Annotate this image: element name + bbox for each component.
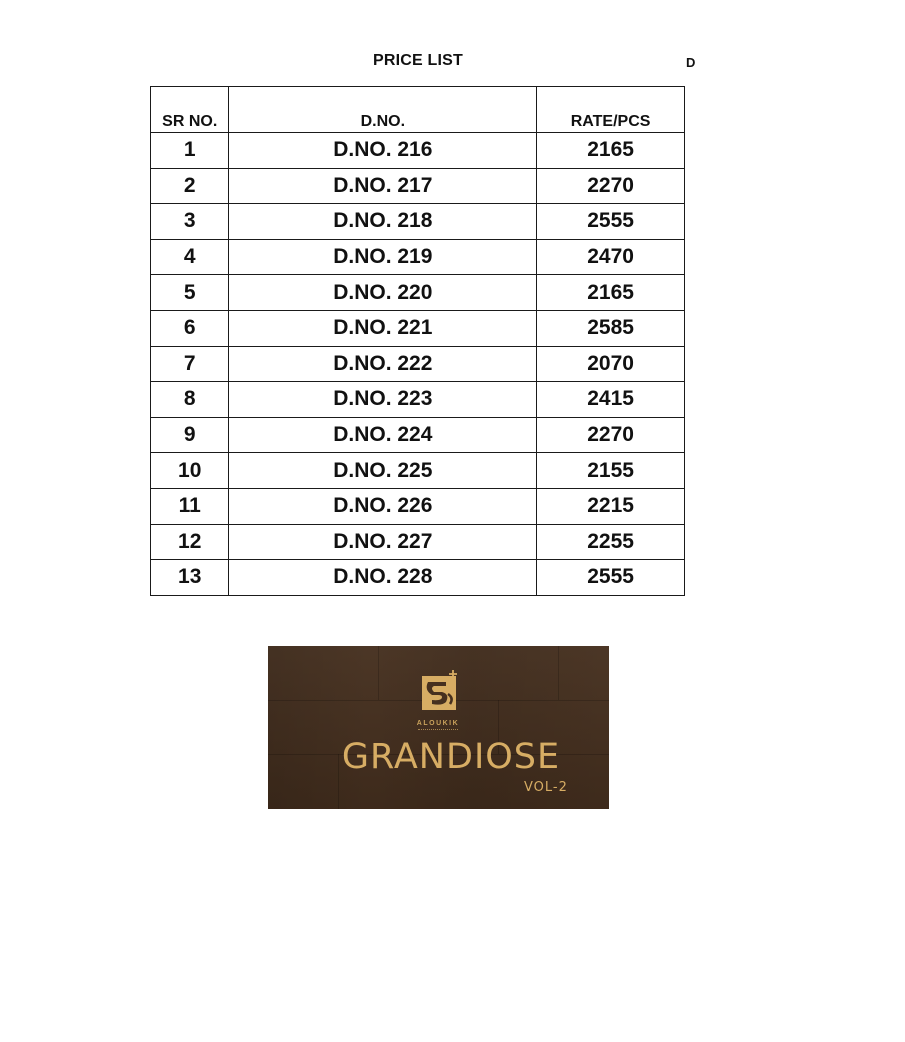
catalog-banner: [268, 646, 609, 809]
corner-mark: D: [686, 55, 696, 70]
cell-rate: 2270: [537, 417, 685, 453]
table-row: [151, 204, 685, 240]
cell-sr-no: 13: [151, 560, 229, 596]
brand-name: ALOUKIK: [416, 720, 460, 727]
cell-sr-no: 9: [151, 417, 229, 453]
table-row: [151, 382, 685, 418]
cell-sr-no: 11: [151, 488, 229, 524]
table-row: [151, 275, 685, 311]
cell-rate: 2270: [537, 168, 685, 204]
cell-rate: 2155: [537, 453, 685, 489]
cell-rate: 2255: [537, 524, 685, 560]
cell-rate: 2165: [537, 275, 685, 311]
cell-sr-no: 1: [151, 133, 229, 169]
cell-design-no: D.NO. 221: [229, 310, 537, 346]
table-row: [151, 168, 685, 204]
collection-volume: VOL-2: [524, 780, 568, 795]
cell-design-no: D.NO. 218: [229, 204, 537, 240]
table-row: [151, 310, 685, 346]
cell-sr-no: 4: [151, 239, 229, 275]
table-row: [151, 417, 685, 453]
table-row: [151, 524, 685, 560]
cell-sr-no: 10: [151, 453, 229, 489]
price-table: [150, 86, 685, 596]
cell-design-no: D.NO. 222: [229, 346, 537, 382]
cell-rate: 2215: [537, 488, 685, 524]
table-row: [151, 453, 685, 489]
cell-sr-no: 12: [151, 524, 229, 560]
cell-sr-no: 8: [151, 382, 229, 418]
cell-rate: 2555: [537, 204, 685, 240]
header-sr-no: SR NO.: [151, 87, 229, 133]
aloukik-logo-icon: [420, 666, 460, 718]
cell-rate: 2555: [537, 560, 685, 596]
cell-design-no: D.NO. 219: [229, 239, 537, 275]
table-row: [151, 239, 685, 275]
cell-design-no: D.NO. 217: [229, 168, 537, 204]
brand-underline: [418, 729, 458, 732]
cell-sr-no: 2: [151, 168, 229, 204]
cell-design-no: D.NO. 216: [229, 133, 537, 169]
header-design-no: D.NO.: [229, 87, 537, 133]
table-header-row: [151, 87, 685, 133]
table-row: [151, 346, 685, 382]
cell-sr-no: 7: [151, 346, 229, 382]
cell-design-no: D.NO. 226: [229, 488, 537, 524]
cell-rate: 2585: [537, 310, 685, 346]
cell-rate: 2070: [537, 346, 685, 382]
cell-sr-no: 3: [151, 204, 229, 240]
cell-design-no: D.NO. 223: [229, 382, 537, 418]
table-row: [151, 133, 685, 169]
table-row: [151, 560, 685, 596]
cell-design-no: D.NO. 227: [229, 524, 537, 560]
cell-rate: 2470: [537, 239, 685, 275]
cell-design-no: D.NO. 220: [229, 275, 537, 311]
cell-sr-no: 5: [151, 275, 229, 311]
cell-design-no: D.NO. 228: [229, 560, 537, 596]
cell-rate: 2165: [537, 133, 685, 169]
table-row: [151, 488, 685, 524]
cell-design-no: D.NO. 224: [229, 417, 537, 453]
collection-name: GRANDIOSE: [341, 737, 561, 777]
cell-rate: 2415: [537, 382, 685, 418]
cell-sr-no: 6: [151, 310, 229, 346]
header-rate: RATE/PCS: [537, 87, 685, 133]
page-title: PRICE LIST: [372, 52, 463, 69]
cell-design-no: D.NO. 225: [229, 453, 537, 489]
